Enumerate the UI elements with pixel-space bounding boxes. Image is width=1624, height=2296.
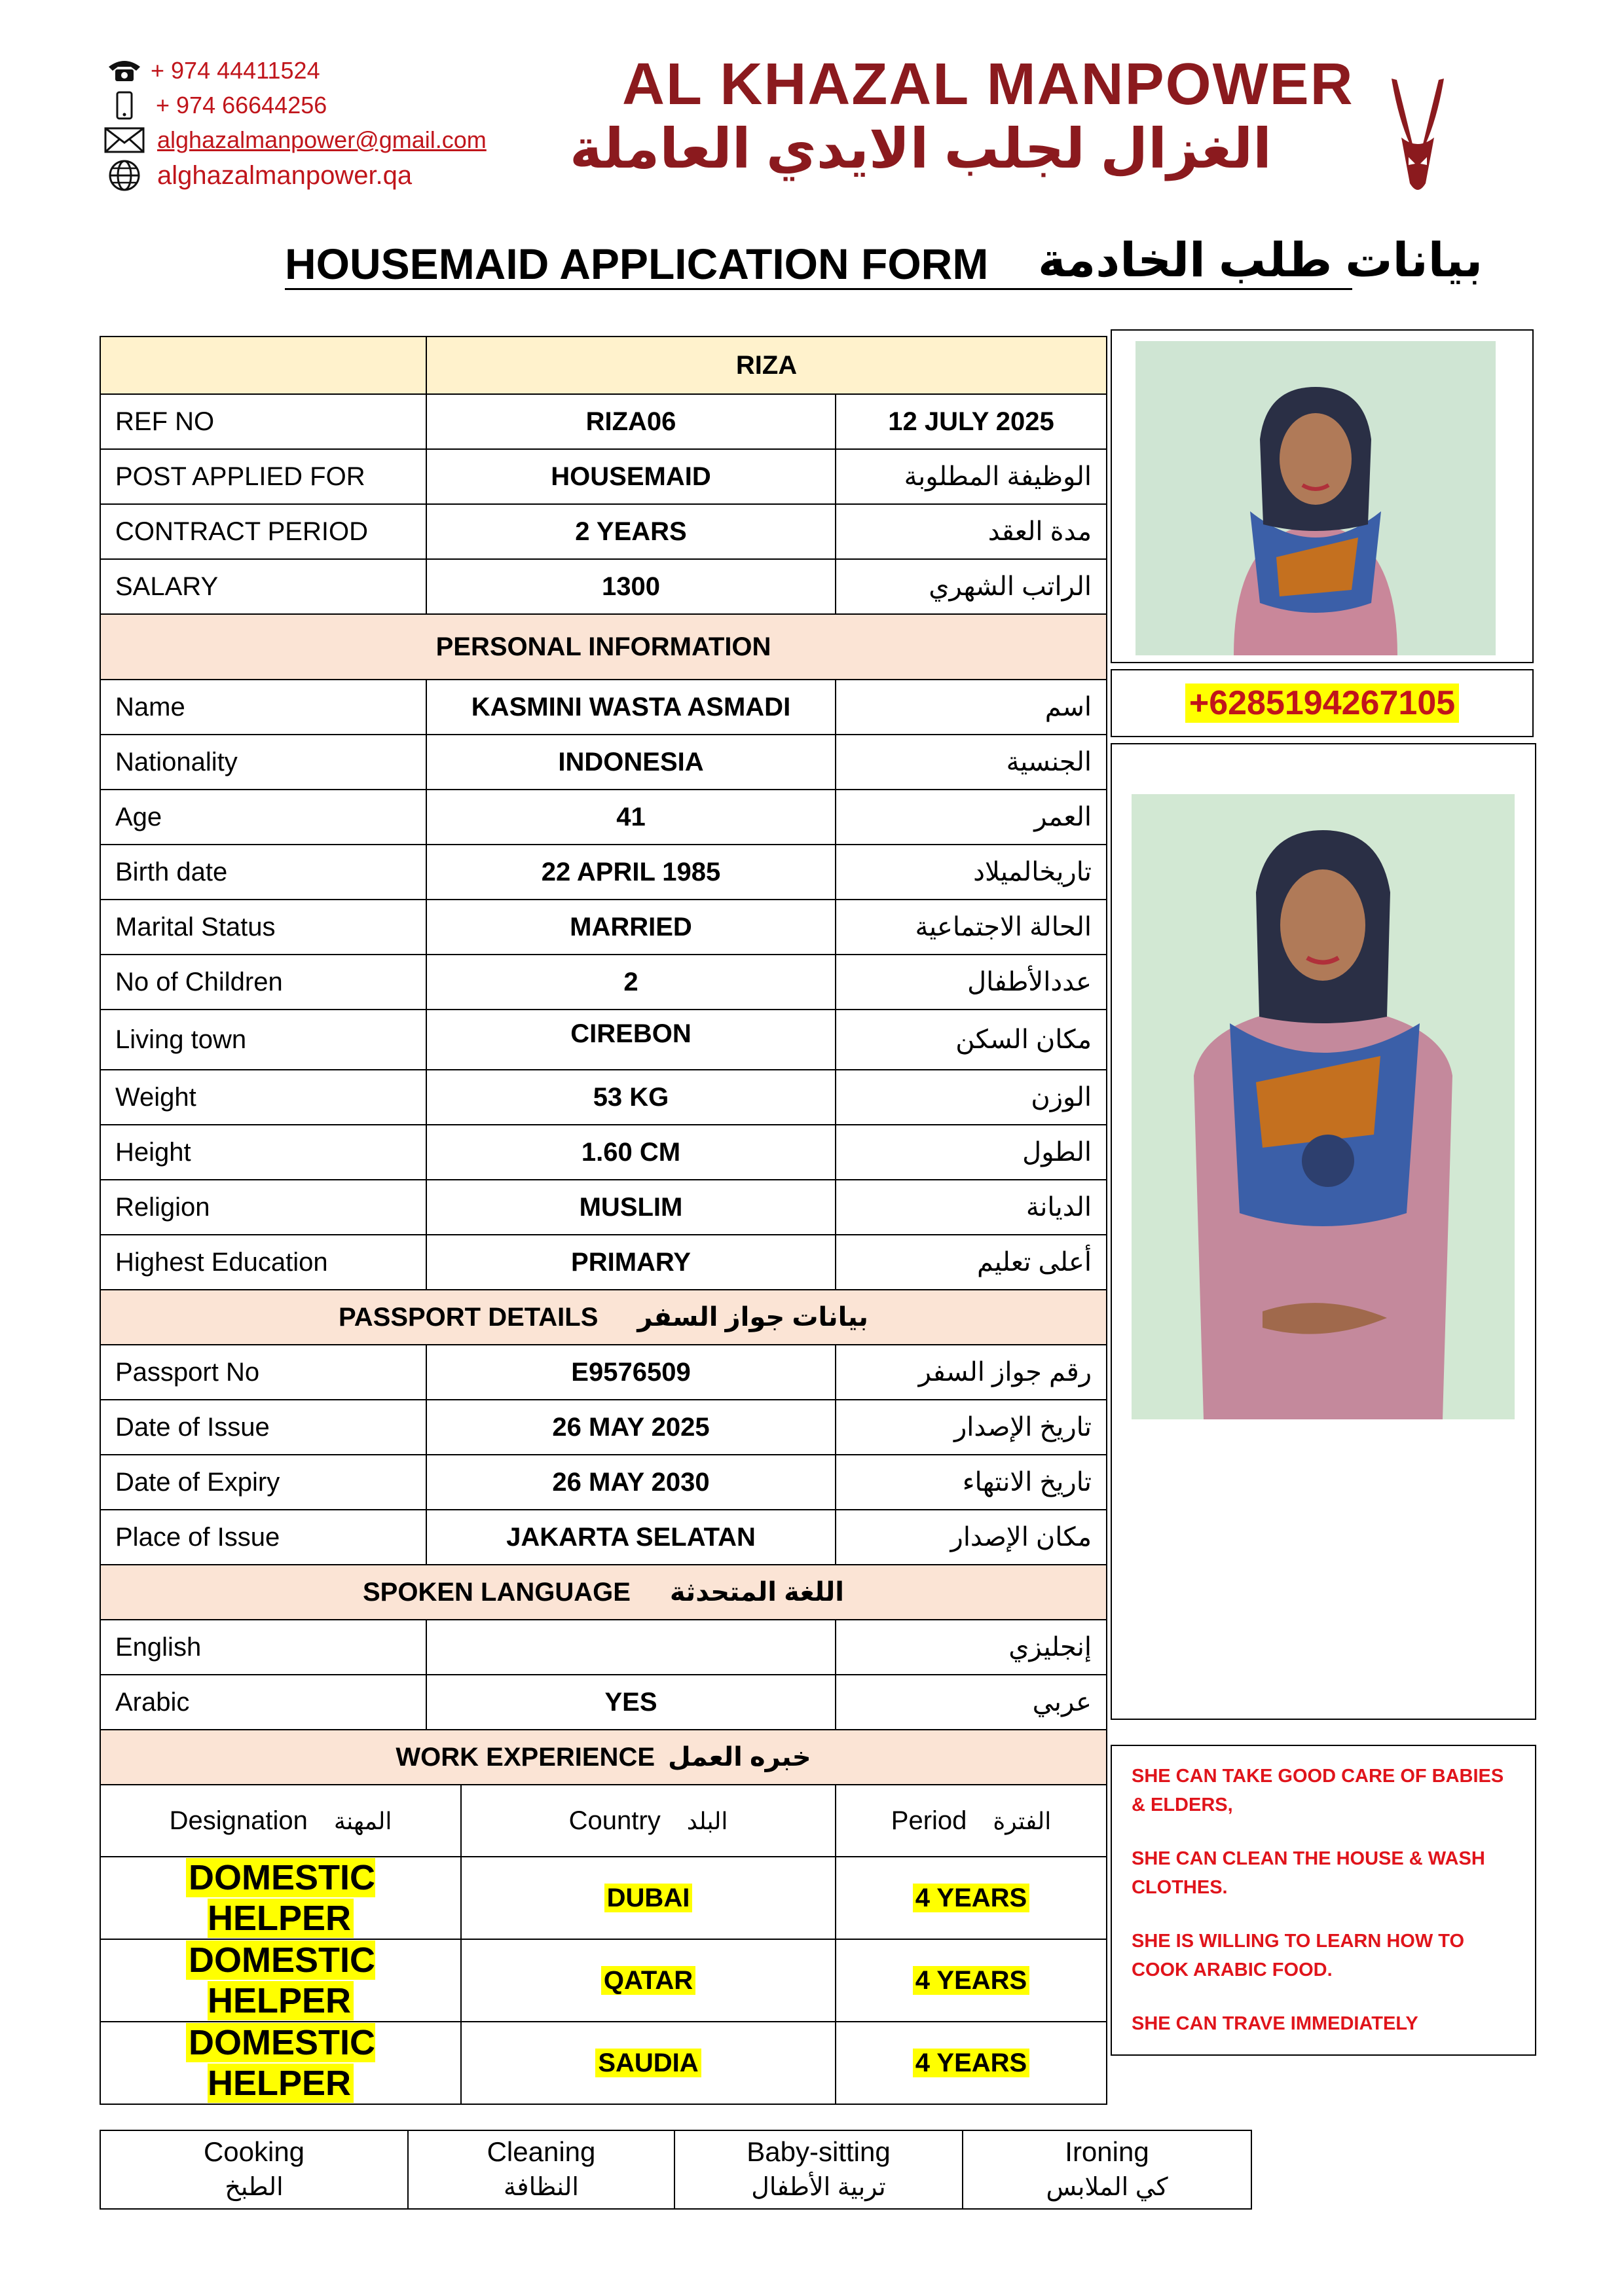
row-label: Living town [100,1010,426,1070]
row-value: 1.60 CM [426,1125,836,1180]
full-body-photo [1132,794,1515,1419]
contact-website [98,157,412,194]
row-label: Arabic [100,1675,426,1730]
row-label: Age [100,790,426,845]
row-label-ar: الحالة الاجتماعية [836,900,1107,955]
skill-label-ar: تربية الأطفال [751,2174,886,2201]
note-item: SHE IS WILLING TO LEARN HOW TO COOK ARABIC FOOD. [1132,1931,1465,1980]
row-value: 26 MAY 2030 [426,1455,836,1510]
country-label-ar: البلد [686,1807,728,1834]
skill-label: Cleaning [487,2136,596,2167]
application-table [100,336,1107,2105]
row-label-ar: إنجليزي [836,1620,1107,1675]
note-item: SHE CAN TRAVE IMMEDIATELY [1132,2013,1418,2034]
globe-icon [98,157,151,194]
row-label: Marital Status [100,900,426,955]
portrait-photo-frame [1111,329,1534,663]
period-label-ar: الفترة [993,1807,1052,1834]
experience-country: SAUDIA [595,2049,701,2077]
row-label: Weight [100,1070,426,1125]
row-value: 41 [426,790,836,845]
row-label-ar: مكان السكن [836,1010,1107,1070]
experience-designation: DOMESTIC HELPER [186,1858,375,1938]
row-label-ar: الوظيفة المطلوبة [836,449,1107,504]
note-item: SHE CAN TAKE GOOD CARE OF BABIES & ELDERS, [1132,1766,1504,1815]
section-title-en: SPOKEN LANGUAGE [362,1578,631,1607]
title-underline [285,288,1352,290]
ref-date: 12 JULY 2025 [836,394,1107,449]
country-label: Country [568,1806,661,1835]
row-label: SALARY [100,559,426,614]
row-label-ar: العمر [836,790,1107,845]
ref-label: REF NO [100,394,426,449]
company-name-en: AL KHAZAL MANPOWER [622,52,1354,117]
portrait-photo [1135,341,1496,655]
row-label-ar: عددالأطفال [836,955,1107,1010]
contact-phone-box [1111,669,1534,737]
row-value: 53 KG [426,1070,836,1125]
row-label-ar: تاريخ الإصدار [836,1400,1107,1455]
row-value: 2 [426,955,836,1010]
row-label-ar: عربي [836,1675,1107,1730]
designation-label-ar: المهنة [333,1807,392,1834]
skill-label: Cooking [203,2136,305,2167]
row-label: Religion [100,1180,426,1235]
row-label-ar: الديانة [836,1180,1107,1235]
designation-label: Designation [169,1806,308,1835]
row-label-ar: رقم جواز السفر [836,1345,1107,1400]
row-label-ar: تاريخالميلاد [836,845,1107,900]
contact-mobile [98,87,327,124]
candidate-code: RIZA [426,337,1107,394]
row-label: POST APPLIED FOR [100,449,426,504]
row-label: Highest Education [100,1235,426,1290]
experience-period: 4 YEARS [913,1884,1029,1912]
section-title-ar: اللغة المتحدثة [669,1578,845,1607]
period-label: Period [891,1806,967,1835]
row-label: English [100,1620,426,1675]
contact-landline [98,52,320,89]
row-value: KASMINI WASTA ASMADI [426,680,836,735]
form-title: HOUSEMAID APPLICATION FORM [285,240,989,288]
experience-designation: DOMESTIC HELPER [186,1941,375,2020]
header-designation [100,1785,461,1857]
row-value: 22 APRIL 1985 [426,845,836,900]
section-work-experience [100,1730,1107,1785]
contact-email [98,122,487,158]
row-label-ar: الراتب الشهري [836,559,1107,614]
full-photo-frame [1111,743,1536,1720]
row-label: Date of Issue [100,1400,426,1455]
experience-country: QATAR [601,1966,695,1995]
experience-period: 4 YEARS [913,1966,1029,1995]
row-label: Nationality [100,735,426,790]
row-value: 26 MAY 2025 [426,1400,836,1455]
row-label: Date of Expiry [100,1455,426,1510]
note-item: SHE CAN CLEAN THE HOUSE & WASH CLOTHES. [1132,1848,1485,1898]
company-name-ar: الغزال لجلب الايدي العاملة [570,118,1272,179]
row-label: Name [100,680,426,735]
row-label-ar: مكان الإصدار [836,1510,1107,1565]
form-title-ar: بيانات طلب الخادمة [1038,234,1483,287]
row-label-ar: اسم [836,680,1107,735]
mobile-phone-icon [98,87,151,124]
experience-row [100,1939,1107,2022]
mobile-link[interactable]: + 974 66644256 [156,92,327,118]
website-link[interactable]: alghazalmanpower.qa [157,160,413,190]
header-country [461,1785,836,1857]
row-label: Birth date [100,845,426,900]
row-label: Height [100,1125,426,1180]
row-value: YES [426,1675,836,1730]
section-title-en: PASSPORT DETAILS [339,1303,599,1332]
section-personal-info: PERSONAL INFORMATION [100,614,1107,680]
row-label-ar: تاريخ الانتهاء [836,1455,1107,1510]
experience-period: 4 YEARS [913,2049,1029,2077]
email-link[interactable]: alghazalmanpower@gmail.com [157,126,487,153]
telephone-icon [98,52,151,89]
row-value: JAKARTA SELATAN [426,1510,836,1565]
skill-label: Baby-sitting [747,2136,891,2167]
row-label-ar: مدة العقد [836,504,1107,559]
row-value: HOUSEMAID [426,449,836,504]
row-value: INDONESIA [426,735,836,790]
skills-table [100,2130,1252,2210]
row-label: Place of Issue [100,1510,426,1565]
section-passport-details [100,1290,1107,1345]
skill-label-ar: النظافة [504,2174,579,2201]
experience-country: DUBAI [604,1884,693,1912]
row-value: MUSLIM [426,1180,836,1235]
skill-label-ar: كي الملابس [1046,2174,1168,2201]
row-value: E9576509 [426,1345,836,1400]
experience-row [100,1857,1107,1939]
row-label-ar: الجنسية [836,735,1107,790]
row-value: 2 YEARS [426,504,836,559]
row-label: CONTRACT PERIOD [100,504,426,559]
section-title-ar: خبره العمل [668,1743,811,1772]
code-blank-cell [100,337,426,394]
row-value [426,1620,836,1675]
row-value: MARRIED [426,900,836,955]
section-title-ar: بيانات جواز السفر [637,1303,868,1332]
envelope-icon [98,122,151,158]
row-label-ar: الوزن [836,1070,1107,1125]
header-period [836,1785,1107,1857]
row-value: PRIMARY [426,1235,836,1290]
skill-label: Ironing [1065,2136,1149,2167]
contact-phone[interactable]: +6285194267105 [1185,683,1459,723]
experience-row [100,2022,1107,2104]
row-label: No of Children [100,955,426,1010]
row-label-ar: أعلى تعليم [836,1235,1107,1290]
section-spoken-language [100,1565,1107,1620]
candidate-notes [1111,1745,1536,2056]
row-label-ar: الطول [836,1125,1107,1180]
skill-cleaning [408,2130,674,2209]
experience-designation: DOMESTIC HELPER [186,2023,375,2103]
skill-cooking [100,2130,408,2209]
ref-number: RIZA06 [426,394,836,449]
row-value: CIREBON [426,1010,836,1070]
section-title-en: WORK EXPERIENCE [396,1743,655,1772]
landline-link[interactable]: + 974 44411524 [151,57,320,84]
row-value: 1300 [426,559,836,614]
skill-ironing [963,2130,1251,2209]
gazelle-logo [1378,72,1457,206]
skill-baby-sitting [674,2130,963,2209]
row-label: Passport No [100,1345,426,1400]
skill-label-ar: الطبخ [225,2174,284,2201]
